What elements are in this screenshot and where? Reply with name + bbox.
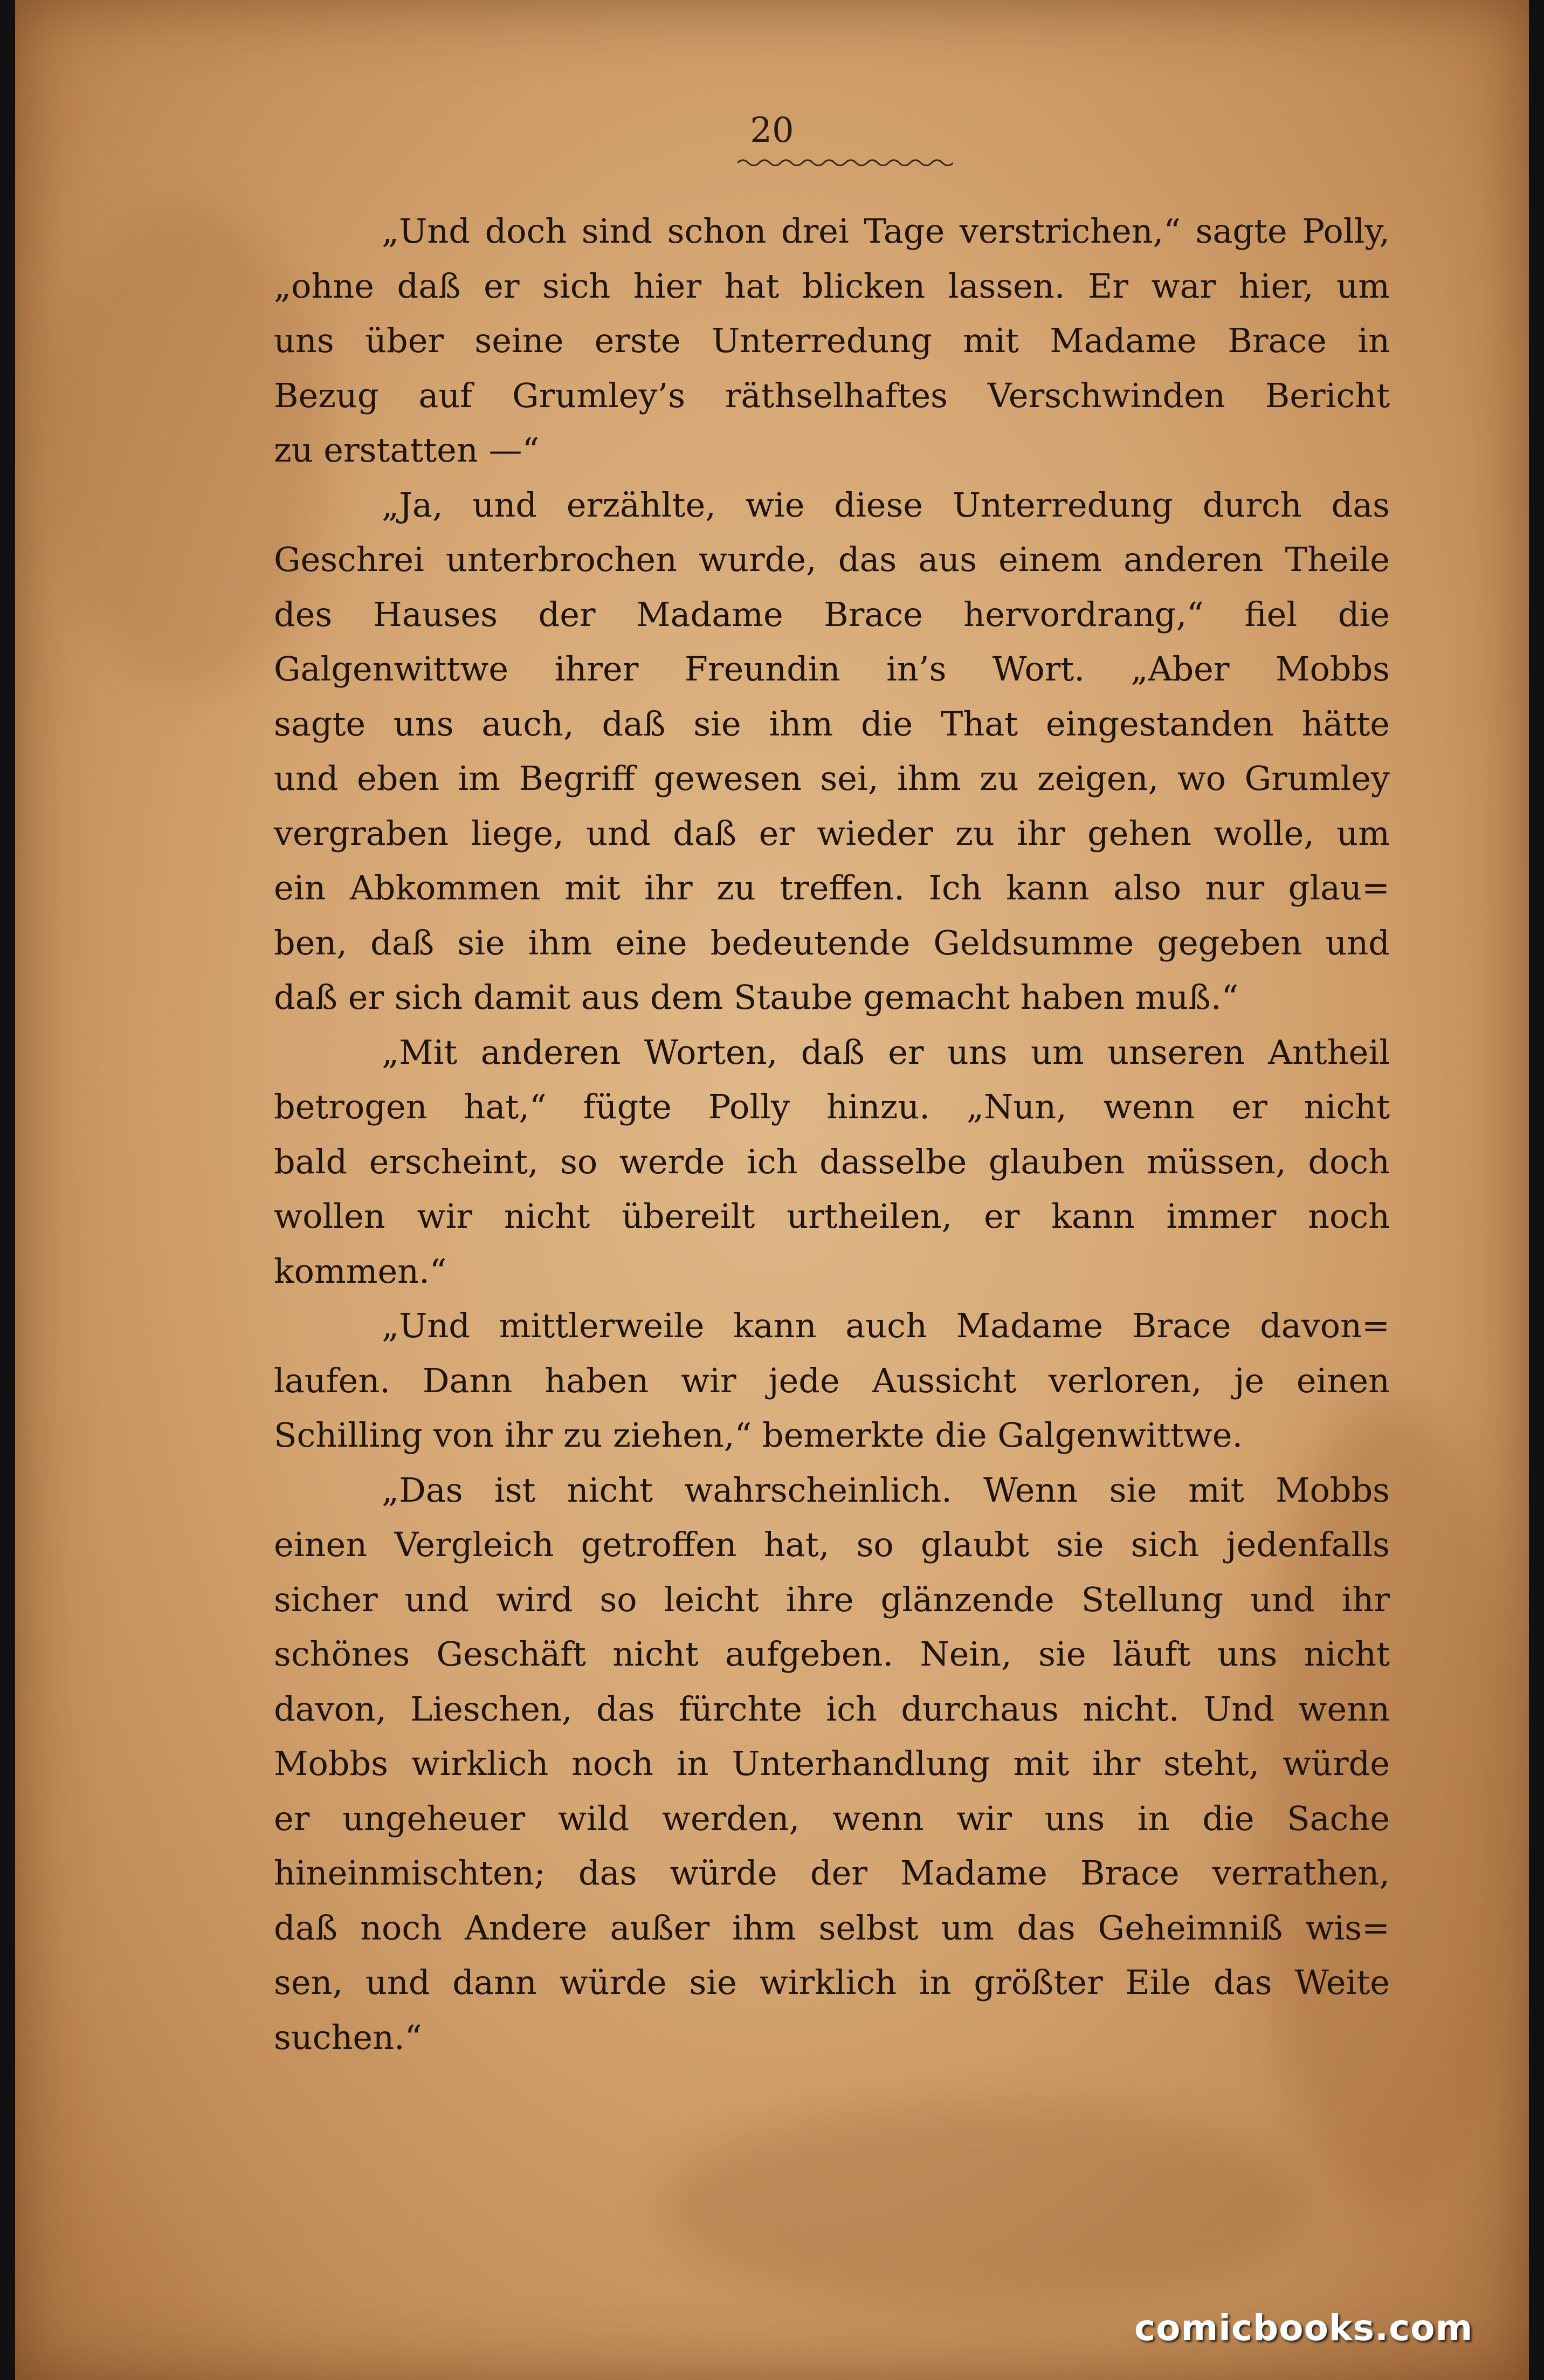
paper-stain [662,2103,1309,2308]
text-line: vergraben liege, und daß er wieder zu ihr gehen wolle, um [274,813,1390,853]
text-line: zu erstatten —“ [274,430,540,470]
text-line: „Das ist nicht wahrscheinlich. Wenn sie mit Mobbs [382,1470,1390,1510]
text-line: suchen.“ [274,2017,422,2057]
body-text [274,204,1390,2065]
text-line: hineinmischten; das würde der Madame Brace verrathen, [274,1853,1390,1893]
text-line: daß noch Andere außer ihm selbst um das Geheimniß wis= [274,1908,1390,1948]
text-line: „Und mittlerweile kann auch Madame Brace davon= [382,1306,1390,1345]
text-line: bald erscheint, so werde ich dasselbe glauben müssen, doch [274,1141,1390,1181]
text-line: kommen.“ [274,1251,447,1291]
text-line: uns über seine erste Unterredung mit Madame Brace in [274,321,1390,360]
text-line: Schilling von ihr zu ziehen,“ bemerkte die Galgenwittwe. [274,1415,1243,1455]
text-line: er ungeheuer wild werden, wenn wir uns in die Sache [274,1798,1390,1838]
text-line: schönes Geschäft nicht aufgeben. Nein, sie läuft uns nicht [274,1634,1390,1674]
text-line: sagte uns auch, daß sie ihm die That eingestanden hätte [274,704,1390,744]
text-line: des Hauses der Madame Brace hervordrang,“ fiel die [274,594,1390,634]
text-line: ein Abkommen mit ihr zu treffen. Ich kann also nur glau= [274,868,1390,907]
text-line: sen, und dann würde sie wirklich in größter Eile das Weite [274,1963,1390,2002]
book-page [15,0,1529,2380]
text-line: Geschrei unterbrochen wurde, das aus einem anderen Theile [274,540,1390,579]
text-line: ben, daß sie ihm eine bedeutende Geldsumme gegeben und [274,923,1390,962]
watermark-logo: comicbooks.com [1134,2307,1473,2349]
text-line: und eben im Begriff gewesen sei, ihm zu zeigen, wo Grumley [274,759,1390,798]
text-line: betrogen hat,“ fügte Polly hinzu. „Nun, wenn er nicht [274,1087,1390,1126]
text-line: Galgenwittwe ihrer Freundin in’s Wort. „Aber Mobbs [274,649,1390,689]
text-line: davon, Lieschen, das fürchte ich durchaus nicht. Und wenn [274,1689,1390,1729]
text-line: sicher und wird so leicht ihre glänzende Stellung und ihr [274,1579,1390,1619]
text-line: Bezug auf Grumley’s räthselhaftes Verschwinden Bericht [274,375,1390,415]
text-line: „Und doch sind schon drei Tage verstrichen,“ sagte Polly, [382,211,1390,251]
text-line: wollen wir nicht übereilt urtheilen, er kann immer noch [274,1196,1390,1236]
text-line: „Ja, und erzählte, wie diese Unterredung durch das [382,485,1390,525]
text-line: einen Vergleich getroffen hat, so glaubt sie sich jedenfalls [274,1525,1390,1564]
text-line: Mobbs wirklich noch in Unterhandlung mit ihr steht, würde [274,1744,1390,1783]
text-line: „Mit anderen Worten, daß er uns um unseren Antheil [382,1032,1390,1072]
text-line: daß er sich damit aus dem Staube gemacht haben muß.“ [274,978,1239,1017]
text-line: laufen. Dann haben wir jede Aussicht verloren, je einen [274,1360,1390,1400]
text-line: „ohne daß er sich hier hat blicken lassen. Er war hier, um [274,266,1390,306]
decorative-rule [737,156,953,166]
page-number: 20 [750,111,794,150]
